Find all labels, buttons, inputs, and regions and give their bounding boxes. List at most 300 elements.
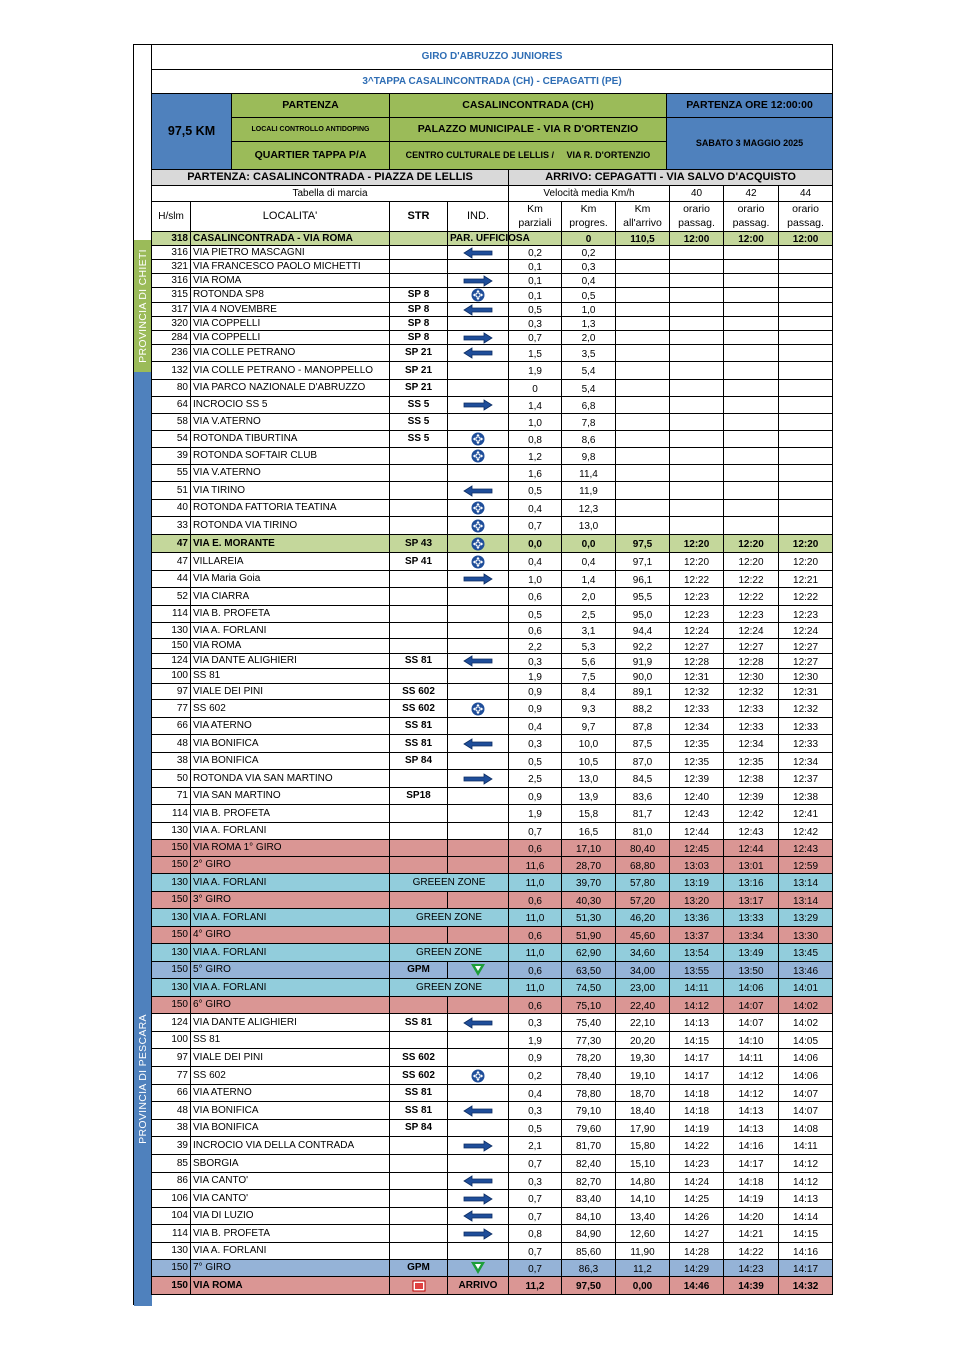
- ind-cell: [448, 517, 509, 535]
- altitude-cell: 130: [152, 1243, 191, 1260]
- route-row: [152, 669, 833, 684]
- time-42-cell: 12:32: [724, 684, 779, 700]
- col-km-arrivo: Km all'arrivo: [616, 202, 670, 232]
- route-row: [152, 718, 833, 735]
- km-parziali-cell: 1,4: [509, 397, 562, 414]
- green-zone-cell: GREEN ZONE: [390, 944, 509, 962]
- arrivo-full: ARRIVO: CEPAGATTI - VIA SALVO D'ACQUISTO: [509, 170, 833, 186]
- time-40-cell: [670, 288, 724, 303]
- time-40-cell: 14:24: [670, 1173, 724, 1190]
- localita-cell: VIA ROMA 1° GIRO: [191, 840, 390, 857]
- km-arrivo-cell: 22,40: [616, 997, 670, 1014]
- km-parziali-cell: 0,3: [509, 1102, 562, 1120]
- ind-cell: [448, 414, 509, 431]
- ind-cell: [448, 288, 509, 303]
- km-progres-cell: 16,5: [562, 823, 616, 840]
- km-progres-cell: 63,50: [562, 962, 616, 979]
- velocita-media: Velocità media Km/h: [509, 186, 670, 202]
- localita-cell: VIA A. FORLANI: [191, 874, 390, 892]
- time-44-cell: 12:33: [779, 735, 833, 753]
- time-42-cell: 14:06: [724, 979, 779, 997]
- ind-cell: [448, 1102, 509, 1120]
- time-42-cell: 14:11: [724, 1049, 779, 1067]
- str-cell: SP 84: [390, 753, 448, 770]
- time-40-cell: [670, 465, 724, 482]
- ind-cell: [448, 1137, 509, 1155]
- km-progres-cell: 82,70: [562, 1173, 616, 1190]
- str-cell: [390, 892, 448, 909]
- localita-cell: VIA PIETRO MASCAGNI: [191, 246, 390, 260]
- time-42-cell: 12:44: [724, 840, 779, 857]
- partenza-full: PARTENZA: CASALINCONTRADA - PIAZZA DE LELLIS: [152, 170, 509, 186]
- time-42-cell: [724, 274, 779, 288]
- km-arrivo-cell: 57,20: [616, 892, 670, 909]
- time-44-cell: 14:05: [779, 1032, 833, 1049]
- route-row: [152, 1277, 833, 1295]
- altitude-cell: 39: [152, 1137, 191, 1155]
- km-progres-cell: 77,30: [562, 1032, 616, 1049]
- str-cell: [390, 448, 448, 465]
- localita-cell: VIA BONIFICA: [191, 1102, 390, 1120]
- km-parziali-cell: 0,4: [509, 718, 562, 735]
- time-40-cell: [670, 500, 724, 517]
- province-pescara-label: PROVINCIA DI PESCARA: [137, 1014, 150, 1144]
- time-40-cell: 13:03: [670, 857, 724, 874]
- roundabout-icon: [450, 537, 506, 551]
- route-row: [152, 997, 833, 1014]
- str-cell: SP 8: [390, 288, 448, 303]
- km-arrivo-cell: [616, 465, 670, 482]
- km-arrivo-cell: 45,60: [616, 927, 670, 944]
- route-row: [152, 331, 833, 345]
- time-42-cell: 12:20: [724, 553, 779, 571]
- col-orario-42: orario passag.: [724, 202, 779, 232]
- altitude-cell: 132: [152, 362, 191, 380]
- time-42-cell: [724, 482, 779, 500]
- km-arrivo-cell: 20,20: [616, 1032, 670, 1049]
- localita-cell: CASALINCONTRADA - VIA ROMA: [191, 232, 390, 246]
- time-44-cell: 14:17: [779, 1260, 833, 1277]
- time-42-cell: 14:19: [724, 1190, 779, 1208]
- route-row: [152, 892, 833, 909]
- arrow-left-icon: [450, 304, 506, 316]
- km-parziali-cell: 0,3: [509, 735, 562, 753]
- altitude-cell: 316: [152, 246, 191, 260]
- time-42-cell: 12:34: [724, 735, 779, 753]
- km-arrivo-cell: 11,90: [616, 1243, 670, 1260]
- route-row: [152, 1067, 833, 1085]
- localita-cell: VIA SAN MARTINO: [191, 788, 390, 805]
- altitude-cell: 150: [152, 840, 191, 857]
- time-44-cell: 12:27: [779, 654, 833, 669]
- time-44-cell: [779, 500, 833, 517]
- localita-cell: VIA BONIFICA: [191, 735, 390, 753]
- localita-cell: ROTONDA SP8: [191, 288, 390, 303]
- time-44-cell: [779, 380, 833, 397]
- km-arrivo-cell: 87,5: [616, 735, 670, 753]
- time-44-cell: 12:42: [779, 823, 833, 840]
- localita-cell: VIA COLLE PETRANO: [191, 345, 390, 362]
- altitude-cell: 48: [152, 1102, 191, 1120]
- time-40-cell: 14:27: [670, 1225, 724, 1243]
- time-44-cell: 12:27: [779, 639, 833, 654]
- localita-cell: 6° GIRO: [191, 997, 390, 1014]
- altitude-cell: 100: [152, 669, 191, 684]
- str-cell: SP18: [390, 788, 448, 805]
- km-parziali-cell: 0,6: [509, 588, 562, 606]
- km-arrivo-cell: 34,00: [616, 962, 670, 979]
- str-cell: [390, 1173, 448, 1190]
- altitude-cell: 150: [152, 997, 191, 1014]
- str-cell: GPM: [390, 1260, 448, 1277]
- str-cell: [390, 823, 448, 840]
- time-40-cell: 12:44: [670, 823, 724, 840]
- km-progres-cell: 84,90: [562, 1225, 616, 1243]
- str-cell: [390, 1155, 448, 1173]
- altitude-cell: 50: [152, 770, 191, 788]
- route-row: [152, 623, 833, 639]
- time-40-cell: 12:40: [670, 788, 724, 805]
- km-parziali-cell: 2,1: [509, 1137, 562, 1155]
- time-40-cell: 14:46: [670, 1277, 724, 1295]
- time-40-cell: 12:00: [670, 232, 724, 246]
- km-parziali-cell: 1,9: [509, 1032, 562, 1049]
- time-44-cell: [779, 517, 833, 535]
- time-42-cell: 14:07: [724, 997, 779, 1014]
- roundabout-icon: [450, 555, 506, 569]
- time-42-cell: 12:28: [724, 654, 779, 669]
- ind-cell: [448, 770, 509, 788]
- str-cell: [390, 500, 448, 517]
- km-progres-cell: 79,60: [562, 1120, 616, 1137]
- arrow-left-icon: [450, 347, 506, 359]
- str-cell: [390, 997, 448, 1014]
- roundabout-icon: [450, 288, 506, 302]
- localita-cell: VIA CANTO': [191, 1173, 390, 1190]
- time-40-cell: 14:17: [670, 1049, 724, 1067]
- time-42-cell: [724, 317, 779, 331]
- str-cell: GPM: [390, 962, 448, 979]
- time-42-cell: 14:23: [724, 1260, 779, 1277]
- time-44-cell: 12:00: [779, 232, 833, 246]
- altitude-cell: 77: [152, 700, 191, 718]
- ind-cell: [448, 927, 509, 944]
- altitude-cell: 150: [152, 962, 191, 979]
- ind-cell: PAR. UFFICIOSA: [448, 232, 509, 246]
- localita-cell: INCROCIO VIA DELLA CONTRADA: [191, 1137, 390, 1155]
- str-cell: [390, 623, 448, 639]
- green-zone-cell: GREEN ZONE: [390, 979, 509, 997]
- time-40-cell: 14:12: [670, 997, 724, 1014]
- km-progres-cell: 28,70: [562, 857, 616, 874]
- route-row: [152, 448, 833, 465]
- ind-cell: [448, 553, 509, 571]
- ind-cell: [448, 317, 509, 331]
- km-parziali-cell: 11,0: [509, 874, 562, 892]
- str-cell: [390, 805, 448, 823]
- km-arrivo-cell: 81,0: [616, 823, 670, 840]
- route-row: [152, 1225, 833, 1243]
- km-arrivo-cell: 90,0: [616, 669, 670, 684]
- km-arrivo-cell: 22,10: [616, 1014, 670, 1032]
- ind-cell: [448, 1260, 509, 1277]
- ind-cell: [448, 1014, 509, 1032]
- km-progres-cell: 75,10: [562, 997, 616, 1014]
- gpm-mountain-icon: [450, 1261, 506, 1275]
- km-parziali-cell: 11,0: [509, 944, 562, 962]
- partenza-place: CASALINCONTRADA (CH): [390, 94, 667, 118]
- col-orario-40: orario passag.: [670, 202, 724, 232]
- km-progres-cell: 9,8: [562, 448, 616, 465]
- ind-cell: [448, 639, 509, 654]
- time-40-cell: [670, 448, 724, 465]
- localita-cell: VIALE DEI PINI: [191, 1049, 390, 1067]
- localita-cell: VIA ATERNO: [191, 1085, 390, 1102]
- ind-cell: [448, 1085, 509, 1102]
- km-parziali-cell: 0,1: [509, 260, 562, 274]
- time-44-cell: [779, 482, 833, 500]
- localita-cell: VIA DANTE ALIGHIERI: [191, 1014, 390, 1032]
- altitude-cell: 85: [152, 1155, 191, 1173]
- km-progres-cell: 10,0: [562, 735, 616, 753]
- speed-44: 44: [779, 186, 833, 202]
- km-parziali-cell: 2,5: [509, 770, 562, 788]
- km-progres-cell: 82,40: [562, 1155, 616, 1173]
- km-arrivo-cell: [616, 448, 670, 465]
- time-44-cell: 12:33: [779, 718, 833, 735]
- col-localita: LOCALITA': [191, 202, 390, 232]
- route-row: [152, 1049, 833, 1067]
- altitude-cell: 130: [152, 874, 191, 892]
- km-progres-cell: 0,4: [562, 553, 616, 571]
- km-arrivo-cell: 11,2: [616, 1260, 670, 1277]
- localita-cell: VIA A. FORLANI: [191, 823, 390, 840]
- time-44-cell: 13:14: [779, 874, 833, 892]
- time-42-cell: 14:17: [724, 1155, 779, 1173]
- ind-cell: [448, 1067, 509, 1085]
- province-column: [133, 44, 151, 1305]
- route-row: [152, 1120, 833, 1137]
- km-progres-cell: 86,3: [562, 1260, 616, 1277]
- km-progres-cell: 7,5: [562, 669, 616, 684]
- time-42-cell: 12:42: [724, 805, 779, 823]
- route-row: [152, 588, 833, 606]
- arrow-left-icon: [450, 1175, 506, 1187]
- route-row: [152, 979, 833, 997]
- altitude-cell: 150: [152, 1260, 191, 1277]
- time-42-cell: 13:34: [724, 927, 779, 944]
- km-arrivo-cell: 110,5: [616, 232, 670, 246]
- route-row: [152, 260, 833, 274]
- localita-cell: VIA FRANCESCO PAOLO MICHETTI: [191, 260, 390, 274]
- route-row: [152, 805, 833, 823]
- ind-cell: [448, 1032, 509, 1049]
- km-progres-cell: 0: [562, 232, 616, 246]
- localita-cell: INCROCIO SS 5: [191, 397, 390, 414]
- str-cell: [390, 1032, 448, 1049]
- header-table: [151, 44, 833, 170]
- km-arrivo-cell: [616, 345, 670, 362]
- ind-cell: [448, 892, 509, 909]
- roundabout-icon: [450, 449, 506, 463]
- ind-cell: [448, 397, 509, 414]
- km-progres-cell: 0,2: [562, 246, 616, 260]
- time-44-cell: 12:20: [779, 535, 833, 553]
- km-progres-cell: 11,9: [562, 482, 616, 500]
- time-44-cell: [779, 431, 833, 448]
- km-parziali-cell: 0,5: [509, 1120, 562, 1137]
- altitude-cell: 47: [152, 553, 191, 571]
- time-44-cell: 12:20: [779, 553, 833, 571]
- localita-cell: VIA COLLE PETRANO - MANOPPELLO: [191, 362, 390, 380]
- altitude-cell: 130: [152, 909, 191, 927]
- time-44-cell: 12:30: [779, 669, 833, 684]
- arrow-left-icon: [450, 655, 506, 667]
- route-row: [152, 927, 833, 944]
- route-row: [152, 535, 833, 553]
- ind-cell: [448, 997, 509, 1014]
- time-42-cell: 14:16: [724, 1137, 779, 1155]
- km-parziali-cell: 0,3: [509, 1014, 562, 1032]
- km-progres-cell: 5,6: [562, 654, 616, 669]
- altitude-cell: 58: [152, 414, 191, 431]
- time-42-cell: 13:49: [724, 944, 779, 962]
- str-cell: [390, 669, 448, 684]
- route-row: [152, 1102, 833, 1120]
- str-cell: SS 81: [390, 1085, 448, 1102]
- km-progres-cell: 3,5: [562, 345, 616, 362]
- ind-cell: [448, 362, 509, 380]
- time-44-cell: 12:21: [779, 571, 833, 588]
- altitude-cell: 97: [152, 684, 191, 700]
- time-42-cell: 13:33: [724, 909, 779, 927]
- route-row: [152, 1085, 833, 1102]
- km-parziali-cell: 0,7: [509, 1243, 562, 1260]
- ind-cell: [448, 684, 509, 700]
- str-cell: SS 81: [390, 735, 448, 753]
- time-42-cell: 14:22: [724, 1243, 779, 1260]
- time-40-cell: 14:17: [670, 1067, 724, 1085]
- time-40-cell: 12:34: [670, 718, 724, 735]
- time-44-cell: [779, 345, 833, 362]
- km-parziali-cell: 0,6: [509, 623, 562, 639]
- ind-cell: [448, 1173, 509, 1190]
- time-40-cell: 14:25: [670, 1190, 724, 1208]
- km-arrivo-cell: [616, 397, 670, 414]
- ind-cell: [448, 588, 509, 606]
- arrow-left-icon: [450, 247, 506, 259]
- km-progres-cell: 1,0: [562, 303, 616, 317]
- str-cell: SS 602: [390, 1049, 448, 1067]
- col-str: STR: [390, 202, 448, 232]
- col-km-parziali: Km parziali: [509, 202, 562, 232]
- ind-cell: [448, 805, 509, 823]
- time-40-cell: 13:36: [670, 909, 724, 927]
- altitude-cell: 150: [152, 639, 191, 654]
- localita-cell: VIA PARCO NAZIONALE D'ABRUZZO: [191, 380, 390, 397]
- ind-cell: [448, 857, 509, 874]
- ind-cell: [448, 753, 509, 770]
- time-40-cell: 14:28: [670, 1243, 724, 1260]
- gpm-mountain-icon: [450, 963, 506, 977]
- km-parziali-cell: 0,5: [509, 606, 562, 623]
- time-40-cell: [670, 362, 724, 380]
- km-parziali-cell: 0: [509, 380, 562, 397]
- ind-cell: [448, 345, 509, 362]
- altitude-cell: 124: [152, 1014, 191, 1032]
- km-arrivo-cell: 18,40: [616, 1102, 670, 1120]
- km-arrivo-cell: 92,2: [616, 639, 670, 654]
- km-arrivo-cell: 87,0: [616, 753, 670, 770]
- km-parziali-cell: 0,3: [509, 1173, 562, 1190]
- route-row: [152, 1260, 833, 1277]
- time-40-cell: 12:23: [670, 606, 724, 623]
- altitude-cell: 54: [152, 431, 191, 448]
- str-cell: [390, 571, 448, 588]
- time-44-cell: 13:30: [779, 927, 833, 944]
- roundabout-icon: [450, 432, 506, 446]
- time-44-cell: [779, 331, 833, 345]
- time-42-cell: 12:00: [724, 232, 779, 246]
- time-42-cell: [724, 431, 779, 448]
- roundabout-icon: [450, 702, 506, 716]
- localita-cell: VIA COPPELLI: [191, 317, 390, 331]
- km-arrivo-cell: 81,7: [616, 805, 670, 823]
- km-progres-cell: 13,9: [562, 788, 616, 805]
- km-arrivo-cell: [616, 274, 670, 288]
- ind-cell: [448, 840, 509, 857]
- str-cell: SP 21: [390, 380, 448, 397]
- ind-cell: [448, 962, 509, 979]
- altitude-cell: 64: [152, 397, 191, 414]
- time-40-cell: 12:22: [670, 571, 724, 588]
- localita-cell: VIA DANTE ALIGHIERI: [191, 654, 390, 669]
- ind-cell: [448, 246, 509, 260]
- localita-cell: 4° GIRO: [191, 927, 390, 944]
- time-40-cell: 14:18: [670, 1085, 724, 1102]
- km-progres-cell: 13,0: [562, 770, 616, 788]
- str-cell: SS 602: [390, 700, 448, 718]
- altitude-cell: 106: [152, 1190, 191, 1208]
- route-row: [152, 857, 833, 874]
- route-row: [152, 274, 833, 288]
- localita-cell: VIA Maria Goia: [191, 571, 390, 588]
- time-42-cell: 12:23: [724, 606, 779, 623]
- time-44-cell: 12:24: [779, 623, 833, 639]
- time-40-cell: 14:19: [670, 1120, 724, 1137]
- localita-cell: VIA A. FORLANI: [191, 979, 390, 997]
- km-parziali-cell: 0,3: [509, 654, 562, 669]
- time-42-cell: [724, 260, 779, 274]
- localita-cell: SS 81: [191, 1032, 390, 1049]
- time-44-cell: 12:22: [779, 588, 833, 606]
- localita-cell: VIA A. FORLANI: [191, 909, 390, 927]
- route-row: [152, 1208, 833, 1225]
- stage-subtitle: 3^TAPPA CASALINCONTRADA (CH) - CEPAGATTI (PE): [152, 70, 833, 94]
- km-parziali-cell: 1,9: [509, 805, 562, 823]
- time-42-cell: 14:18: [724, 1173, 779, 1190]
- time-44-cell: [779, 448, 833, 465]
- km-progres-cell: 84,10: [562, 1208, 616, 1225]
- km-progres-cell: 0,0: [562, 535, 616, 553]
- arrow-right-icon: [450, 332, 506, 344]
- ind-cell: [448, 1049, 509, 1067]
- arrow-right-icon: [450, 1193, 506, 1205]
- ind-cell: [448, 1225, 509, 1243]
- km-parziali-cell: 0,3: [509, 317, 562, 331]
- time-44-cell: [779, 397, 833, 414]
- time-44-cell: 12:23: [779, 606, 833, 623]
